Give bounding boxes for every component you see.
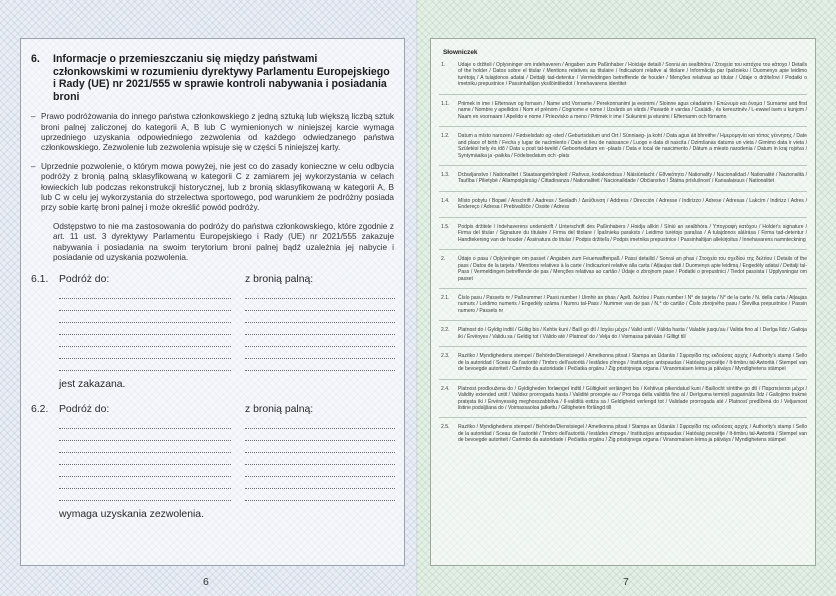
destination-line[interactable] bbox=[59, 465, 231, 477]
entry-number: 2.2. bbox=[441, 327, 450, 334]
glossary-title: Słowniczek bbox=[443, 49, 478, 56]
entry-number: 1.4. bbox=[441, 197, 450, 204]
destination-lines bbox=[59, 417, 245, 501]
paragraph-prior-permit bbox=[31, 112, 394, 153]
entry-text: Udaje o držiteli / Oplysninger om indehaveren / Angaben zum Paßinhaber / Hoiclaje detaili / Sonrai an sealbhóra / Στοιχεία του κατόχου του κάτοχο / Details of the holder / Datos sobre el titular / Mentions relatives au titulaire / Indicazioni relative al titolare / Informācija par īpašnieku / Duomenys apie leidimo turėtoją / A tulajdonos adatai / Dettalji tad-detentur / Vermeldingen betreffende de houder / Menções relativas ao titular / Údaje o držiteľovi / Podatki o imetniku prepustnice / Passinhaltijan yksilöintitiedot / Innehavarens identitet bbox=[458, 62, 807, 88]
right-page bbox=[418, 0, 836, 596]
entry-number: 2. bbox=[441, 256, 446, 263]
glossary-entry bbox=[439, 424, 807, 443]
glossary-divider bbox=[439, 249, 807, 250]
entry-number: 1.1. bbox=[441, 100, 450, 107]
destination-line[interactable] bbox=[59, 287, 231, 299]
glossary-divider bbox=[439, 417, 807, 418]
entry-number: 2.4. bbox=[441, 385, 450, 392]
destination-line[interactable] bbox=[59, 477, 231, 489]
entry-number: 1.3. bbox=[441, 171, 450, 178]
glossary-divider bbox=[439, 191, 807, 192]
weapon-label: z bronią palną: bbox=[245, 274, 314, 286]
trip-6-1-closing: jest zakazana. bbox=[59, 379, 126, 391]
entry-text: Državljanstvo / Nationalitet / Staatsangehörigkeit / Rahvus, kodakondsus / Náisiúntacht / Εθνικότητα / Nationality / Nacionalidad / Nationalité / Nazionalità / Tautība / Pilietybė / Állampolgárság / Ċittadinanza / Nationaliteit / Nacionalidade / Občianstvo / Štátna príslušnosť / Kansalaisuus / Nationalitet bbox=[458, 171, 807, 185]
glossary-divider bbox=[439, 346, 807, 347]
glossary-entry bbox=[439, 353, 807, 372]
paragraph-text: Prawo podróżowania do innego państwa członkowskiego z jedną sztuką lub większą liczbą sztuk broni palnej zaliczonej do kategorii A, B lub C wymienionych w niniejszej karcie wymaga uprzedniego uzyskania odpowiedniego zezwolenia od każdego odwiedzanego państwa członkowskiego. Zezwolenie lub zezwolenia wpisuje się w części 5 niniejszej karty. bbox=[41, 112, 394, 152]
destination-line[interactable] bbox=[59, 489, 231, 501]
page-number-left: 6 bbox=[203, 576, 209, 588]
entry-text: Podpis držitele / Indehaverens underskrift / Unterschrift des Paßinhabers / Hoidja allkiri / Síniú an sealbhóra / Υπογραφή κατόχου / Holder's signature / Firma del titular / Signature du titulaire / Firma del titolare / Īpašnieka paraksts / Leidimo turėtojo parašas / A tulajdonos aláírása / Firma tad-detentur / Handtekening van de houder / Assinatura do titular / Podpis držiteľa / Podpis imetnika prepustnice / Passinhaltijan allekirjoitus / Innehavarens namnteckning bbox=[458, 223, 807, 243]
weapon-label: z bronią palną: bbox=[245, 404, 314, 416]
weapon-line[interactable] bbox=[245, 441, 395, 453]
weapon-line[interactable] bbox=[245, 311, 395, 323]
weapon-line[interactable] bbox=[245, 417, 395, 429]
glossary-entry bbox=[439, 327, 807, 340]
entry-number: 2.3. bbox=[441, 353, 450, 360]
entry-text: Razítko / Myndighedens stempel / Behörde/Dienstsiegel / Ametkonna pitsat / Stampa an Údaráis / Σφραγίδα της εκδούσας αρχής / Authority's stamp / Sello de la autoridad / Sceau de l'autorité / Timbro dell'autorità / Iestādes zīmogs / Institucijos antspaudas / Hatóság pecsétje / It-timbru tal-Awtorità / Stempel van de bevoegde autoriteit / Carimbo da autoridade / Pečiatka orgánu / Žig pristojnega organa / Viranomaisen leima ja päiväys / Myndighetens stämpel bbox=[458, 353, 807, 373]
trip-6-1-header bbox=[31, 274, 394, 285]
weapon-line[interactable] bbox=[245, 347, 395, 359]
weapon-line[interactable] bbox=[245, 299, 395, 311]
glossary-divider bbox=[439, 126, 807, 127]
trip-6-2-closing: wymaga uzyskania zezwolenia. bbox=[59, 509, 204, 521]
entry-text: Platnost do / Gyldig indtil / Gültig bis / Kehtiv kuni / Bailí go dtí / Ισχύει μέχρι / Valid until / Válida hasta / Valable jusqu'au / Valida fino al / Derīga līdz / Galioja iki / Érvényes / Validu sa / Geldig tot / Válido até / Platnosť do / Velja do / Voimassa päivään / Giltigt till bbox=[458, 327, 807, 340]
glossary-entry bbox=[439, 62, 807, 88]
trip-6-2-fields bbox=[31, 417, 394, 501]
section-6-frame bbox=[20, 38, 405, 566]
glossary-divider bbox=[439, 94, 807, 95]
weapon-lines bbox=[245, 287, 395, 371]
entry-text: Číslo pasu / Passets nr / Paßnummer / Passi number / Uimhir an phas / Αριθ. δελτίου / Pass number / N° de tarjeta / N° de la carte / N. della carta / Atļaujas numurs / Leidimo numeris / Engedély száma / Numru tal-Pass / Nummer van de pas / N.° do cartão / Číslo zbrojného pasu / Številka prepustnice / Passin numero / Passets nr bbox=[458, 294, 807, 314]
travel-label: Podróż do: bbox=[59, 404, 110, 416]
glossary-divider bbox=[439, 217, 807, 218]
entry-text: Razítko / Myndighedens stempel / Behörde/Dienstsiegel / Ametkonna pitsat / Stampa an Údaráis / Σφραγίδα της εκδούσας αρχής / Authority's stamp / Sello de la autoridad / Sceau de l'autorité / Timbro dell'autorità / Iestādes zīmogs / Institucijos antspaudas / Hatóság pecsétje / It-timbru tal-Awtorità / Stempel van de bevoegde autoriteit / Carimbo da autoridade / Pečiatka orgánu / Žig pristojnega organa / Viranomaisen leima ja päiväys / Myndighetens stämpel bbox=[458, 424, 807, 444]
weapon-line[interactable] bbox=[245, 429, 395, 441]
section-title: Informacje o przemieszczaniu się między państwami członkowskimi w rozumieniu dyrektywy Parlamentu Europejskiego i Rady (UE) nr 2021/555 w sprawie kontroli nabywania i posiadania broni bbox=[53, 53, 390, 103]
paragraph-text: Uprzednie pozwolenie, o którym mowa powyżej, nie jest co do zasady konieczne w celu odbycia podróży z bronią palną sklasyfikowaną w kategorii C z zamiarem jej wykorzystania w celach łowieckich lub podczas rekonstrukcji historycznej, lub z bronią sklasyfikowaną w kategorii A, B lub C w celu jej wykorzystania do strzelectwa sportowego, pod warunkiem że podróżny posiada przy sobie kartę broni palnej i może określić powód podróży. bbox=[41, 162, 394, 212]
destination-line[interactable] bbox=[59, 335, 231, 347]
destination-line[interactable] bbox=[59, 359, 231, 371]
destination-line[interactable] bbox=[59, 347, 231, 359]
page-number-right: 7 bbox=[623, 576, 629, 588]
destination-line[interactable] bbox=[59, 441, 231, 453]
paragraph-text: Odstępstwo to nie ma zastosowania do podróży do państwa członkowskiego, które zgodnie z art. 11 ust. 3 dyrektywy Parlamentu Europejskiego i Rady (UE) nr 2021/555 zakazuje nabywania i posiadania na swoim terytorium broni palnej bądź uzależnia jej nabycie i posiadanie od uzyskania pozwolenia. bbox=[53, 222, 394, 262]
section-number: 6. bbox=[31, 53, 40, 65]
weapon-line[interactable] bbox=[245, 453, 395, 465]
paragraph-exception bbox=[31, 222, 394, 263]
glossary-entry bbox=[439, 256, 807, 282]
dash-bullet: – bbox=[31, 112, 36, 122]
glossary-entry bbox=[439, 198, 807, 211]
entry-text: Místo pobytu / Bopæl / Anschrift / Aadress / Seoladh / Διεύθυνση / Address / Dirección / Adresse / Indirizzo / Adrese / Adresas / Lakcím / Indirizz / Adres / Endereço / Adresa / Prebivališče / Osoite / Adress bbox=[458, 197, 807, 211]
glossary-divider bbox=[439, 379, 807, 380]
destination-line[interactable] bbox=[59, 299, 231, 311]
weapon-lines bbox=[245, 417, 395, 501]
entry-text: Datum a místo narození / Fødselsdato og -sted / Geburtsdatum und Ort / Sünniaeg- ja koht / Data agus áit bhreithe / Ημερομηνία και τόπος γέννησης / Date and place of birth / Fecha y lugar de nacimiento / Date et lieu de naissance / Luogo e data di nascita / Dzimšanas datums un vieta / Gimimo data ir vieta / Születési hely és idő / Data u post tat-twelid / Geboortedatum en -plaats / Data e local de nascimento / Dátum a miesto narodenia / Datum in kraj rojstva / Syntymäaika ja -paikka / Födelsedatum och -plats bbox=[458, 133, 807, 159]
destination-line[interactable] bbox=[59, 323, 231, 335]
trip-number: 6.1. bbox=[31, 274, 49, 286]
trip-6-2-header bbox=[31, 404, 394, 415]
glossary-entry bbox=[439, 172, 807, 185]
weapon-line[interactable] bbox=[245, 359, 395, 371]
entry-text: Údaje o pasu / Oplysninger om passet / Angaben zum Feuerwaffenpaß / Passi detailid / Sonraí an phas / Στοιχεία του σχεδίου της δελτίου / Details of the pass / Datos de la tarjeta / Mentions relatives à la carte / Indicazioni relative alla carta / Atļaujas dati / Duomenys apie leidimą / Engedély adatai / Dettalji tal-Pass / Vermeldingen betreffende de pas / Menções relativas ao cartão / Údaje o zbrojnom pase / Podatki o prepustnici / Tiedot passista / Upplysningar om passet bbox=[458, 256, 807, 282]
entry-text: Platnost prodloužena do / Gyldigheden forlænget indtil / Gültigkeit verlängert bis / Kehtivus pikendatud kuni / Bailíocht síntithe go dtí / Παρατείνεται μέχρι / Validity extended until / Validez prorrogada hasta / Validité prorogée au / Proroga della validità fino al / Derīguma termiņš pagarināts līdz / Galiojimo trukmė pratęsta iki / Érvényesség meghosszabbítva / Il-validità estiża sa / Geldigheid verlengd tot / Validade prorrogada até / Platnosť predĺžená do / Veljavnost listine podaljšana do / Voimassaoloa jatkettu / Giltigheten förlängd till bbox=[458, 385, 807, 411]
weapon-line[interactable] bbox=[245, 323, 395, 335]
weapon-line[interactable] bbox=[245, 477, 395, 489]
destination-line[interactable] bbox=[59, 429, 231, 441]
glossary-divider bbox=[439, 288, 807, 289]
trip-6-1-fields bbox=[31, 287, 394, 371]
weapon-line[interactable] bbox=[245, 287, 395, 299]
section-heading bbox=[31, 53, 394, 103]
destination-line[interactable] bbox=[59, 453, 231, 465]
weapon-line[interactable] bbox=[245, 465, 395, 477]
glossary-entry bbox=[439, 133, 807, 159]
entry-text: Priimek in ime / Efternavn og fornavn / Name und Vorname / Perekonnanimi ja eesnimi / Sloinne agus céadainm / Επώνυμο και όνομα / Surname and first name / Nombre y apellidos / Nom et prénom / Cognome e nome / Uzvārds un vārds / Pavardė ir vardas / Családi-, és keresztnév / L-ewwel isem u kunjom / Naam en voornaam / Apelido e nome / Priezvisko a meno / Priimek ir ime / Sukunimi ja etunimi / Efternamn och förnamn bbox=[458, 100, 807, 120]
entry-number: 2.1. bbox=[441, 294, 450, 301]
destination-line[interactable] bbox=[59, 311, 231, 323]
glossary-entry bbox=[439, 101, 807, 120]
entry-number: 1.5. bbox=[441, 223, 450, 230]
glossary-frame bbox=[430, 38, 816, 566]
travel-label: Podróż do: bbox=[59, 274, 110, 286]
destination-line[interactable] bbox=[59, 417, 231, 429]
weapon-line[interactable] bbox=[245, 489, 395, 501]
dash-bullet: – bbox=[31, 162, 36, 172]
entry-number: 1. bbox=[441, 62, 446, 68]
entry-number: 2.5. bbox=[441, 424, 450, 431]
glossary-divider bbox=[439, 165, 807, 166]
glossary-divider bbox=[439, 320, 807, 321]
entry-number: 1.2. bbox=[441, 133, 450, 140]
weapon-line[interactable] bbox=[245, 335, 395, 347]
glossary-entry bbox=[439, 295, 807, 314]
destination-lines bbox=[59, 287, 245, 371]
glossary-entry bbox=[439, 386, 807, 412]
glossary-entry bbox=[439, 224, 807, 243]
trip-number: 6.2. bbox=[31, 404, 49, 416]
paragraph-exemption bbox=[31, 162, 394, 213]
